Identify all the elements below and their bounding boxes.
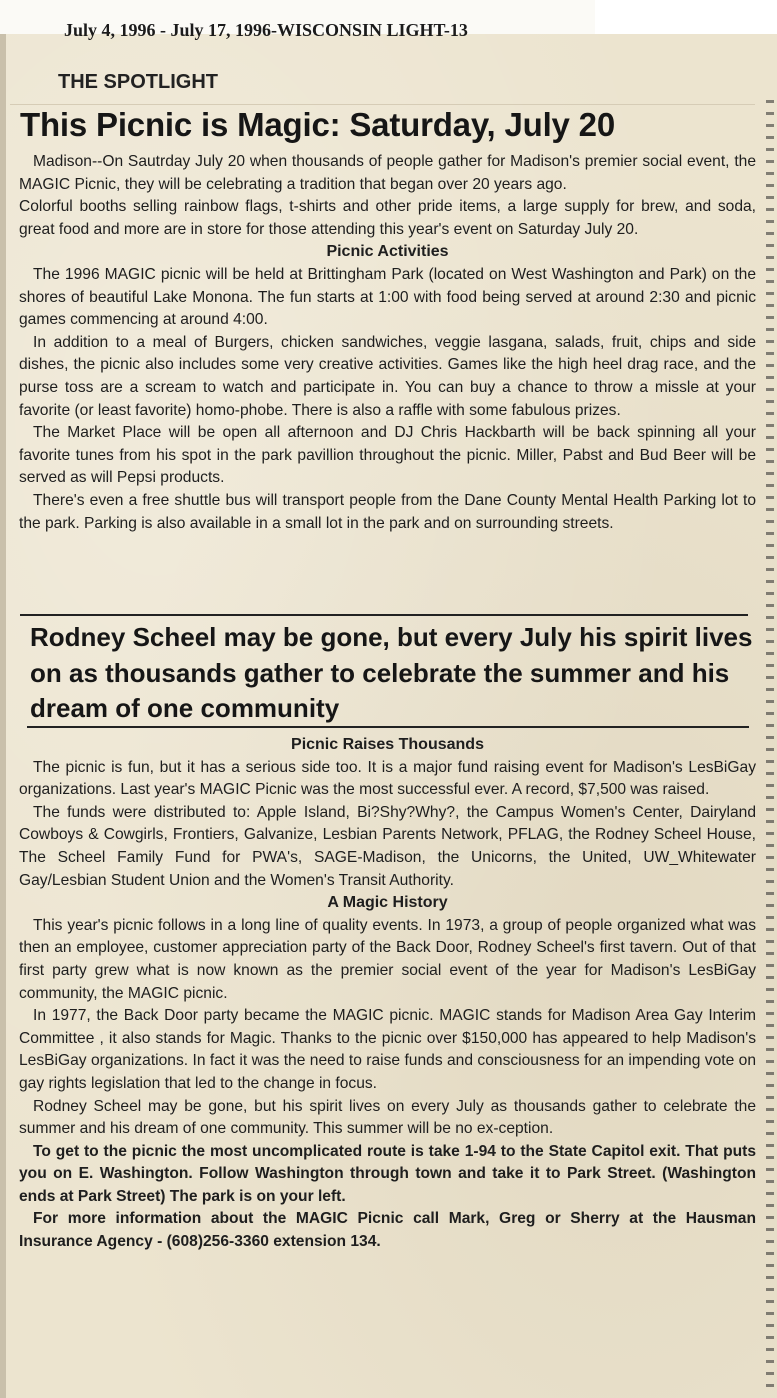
subheading-history: A Magic History — [327, 894, 448, 912]
subheading-raises: Picnic Raises Thousands — [291, 736, 484, 753]
section-kicker: THE SPOTLIGHT — [58, 71, 218, 93]
right-torn-edge — [766, 100, 774, 1390]
page-header: July 4, 1996 - July 17, 1996-WISCONSIN LIGHT-13 — [64, 20, 468, 40]
body-paragraph: In 1977, the Back Door party became the MAGIC picnic. MAGIC stands for Madison Area Gay Interim Committee , it also stands for Magic. Thanks to the picnic over $150,000 has appeared to help Madison's LesBiGay organizations. In fact it was the need to raise funds and consciousness for an impending vote on gay rights legislation that led to the change in focus. — [19, 1007, 756, 1092]
body-paragraph: The 1996 MAGIC picnic will be held at Brittingham Park (located on West Washington and Park) on the shores of beautiful Lake Monona. The fun starts at 1:00 with food being served at around 2:30 and picnic games commencing at around 4:00. — [19, 265, 756, 329]
directions-paragraph: To get to the picnic the most uncomplicated route is take 1-94 to the State Capitol exit. That puts you on E. Washington. Follow Washington through town and take it to Park Street. (Washington ends at Park Street) The park is on your left. — [19, 1142, 756, 1205]
contact-paragraph: For more information about the MAGIC Picnic call Mark, Greg or Sherry at the Hausman Insurance Agency - (608)256-3360 extension 134. — [19, 1210, 756, 1251]
body-paragraph: There's even a free shuttle bus will transport people from the Dane County Mental Health Parking lot to the park. Parking is also available in a small lot in the park and on surrounding streets. — [19, 491, 756, 532]
body-paragraph: The funds were distributed to: Apple Island, Bi?Shy?Why?, the Campus Women's Center, Dairyland Cowboys & Cowgirls, Frontiers, Galvanize, Lesbian Parents Network, PFLAG, the Rodney Scheel House, The Scheel Family Fund for PWA's, SAGE-Madison, the Unicorns, the United, UW_Whitewater Gay/Lesbian Student Union and the Women's Transit Authority. — [19, 803, 756, 889]
left-border — [0, 34, 6, 1398]
body-paragraph: This year's picnic follows in a long line of quality events. In 1973, a group of people organized what was then an employee, customer appreciation party of the Back Door, Rodney Scheel's first tavern. Out of that first party grew what is now known as the premier social event of the year for Madison's LesBiGay community, the MAGIC picnic. — [19, 916, 756, 1002]
article-body-bottom — [19, 734, 756, 1254]
pull-quote: Rodney Scheel may be gone, but every July his spirit lives on as thousands gather to celebrate the summer and his dream of one community — [30, 622, 753, 723]
body-paragraph: In addition to a meal of Burgers, chicken sandwiches, veggie lasgana, salads, fruit, chips and side dishes, the picnic also includes some very creative activities. Games like the high heel drag race, and the purse toss are a scream to watch and participate in. You can buy a chance to throw a missle at your favorite (or least favorite) homo-phobe. There is also a raffle with some fabulous prizes. — [19, 333, 756, 419]
body-paragraph: Rodney Scheel may be gone, but his spirit lives on every July as thousands gather to celebrate the summer and his dream of one community. This summer will be no ex-ception. — [19, 1097, 756, 1138]
blank-margin — [595, 0, 777, 34]
pullquote-rule-bottom — [27, 726, 749, 728]
pullquote-rule-top — [20, 614, 748, 616]
intro-paragraph: Madison--On Sautrday July 20 when thousands of people gather for Madison's premier social event, the MAGIC Picnic, they will be celebrating a tradition that began over 20 years ago. — [19, 153, 756, 193]
subheading-activities: Picnic Activities — [326, 243, 449, 261]
kicker-rule — [10, 104, 755, 105]
article-headline: This Picnic is Magic: Saturday, July 20 — [20, 106, 615, 143]
intro-paragraph: Colorful booths selling rainbow flags, t-shirts and other pride items, a large supply for brew, and soda, great food and more are in store for those attending this year's event on Saturday July 20. — [19, 198, 756, 238]
body-paragraph: The picnic is fun, but it has a serious side too. It is a major fund raising event for Madison's LesBiGay organizations. Last year's MAGIC Picnic was the most successful ever. A record, $7,500 was raised. — [19, 758, 756, 799]
body-paragraph: The Market Place will be open all afternoon and DJ Chris Hackbarth will be back spinning all your favorite tunes from his spot in the park pavillion throughout the picnic. Miller, Pabst and Bud Beer will be served as will Pepsi products. — [19, 424, 756, 487]
article-body-top — [19, 151, 756, 535]
